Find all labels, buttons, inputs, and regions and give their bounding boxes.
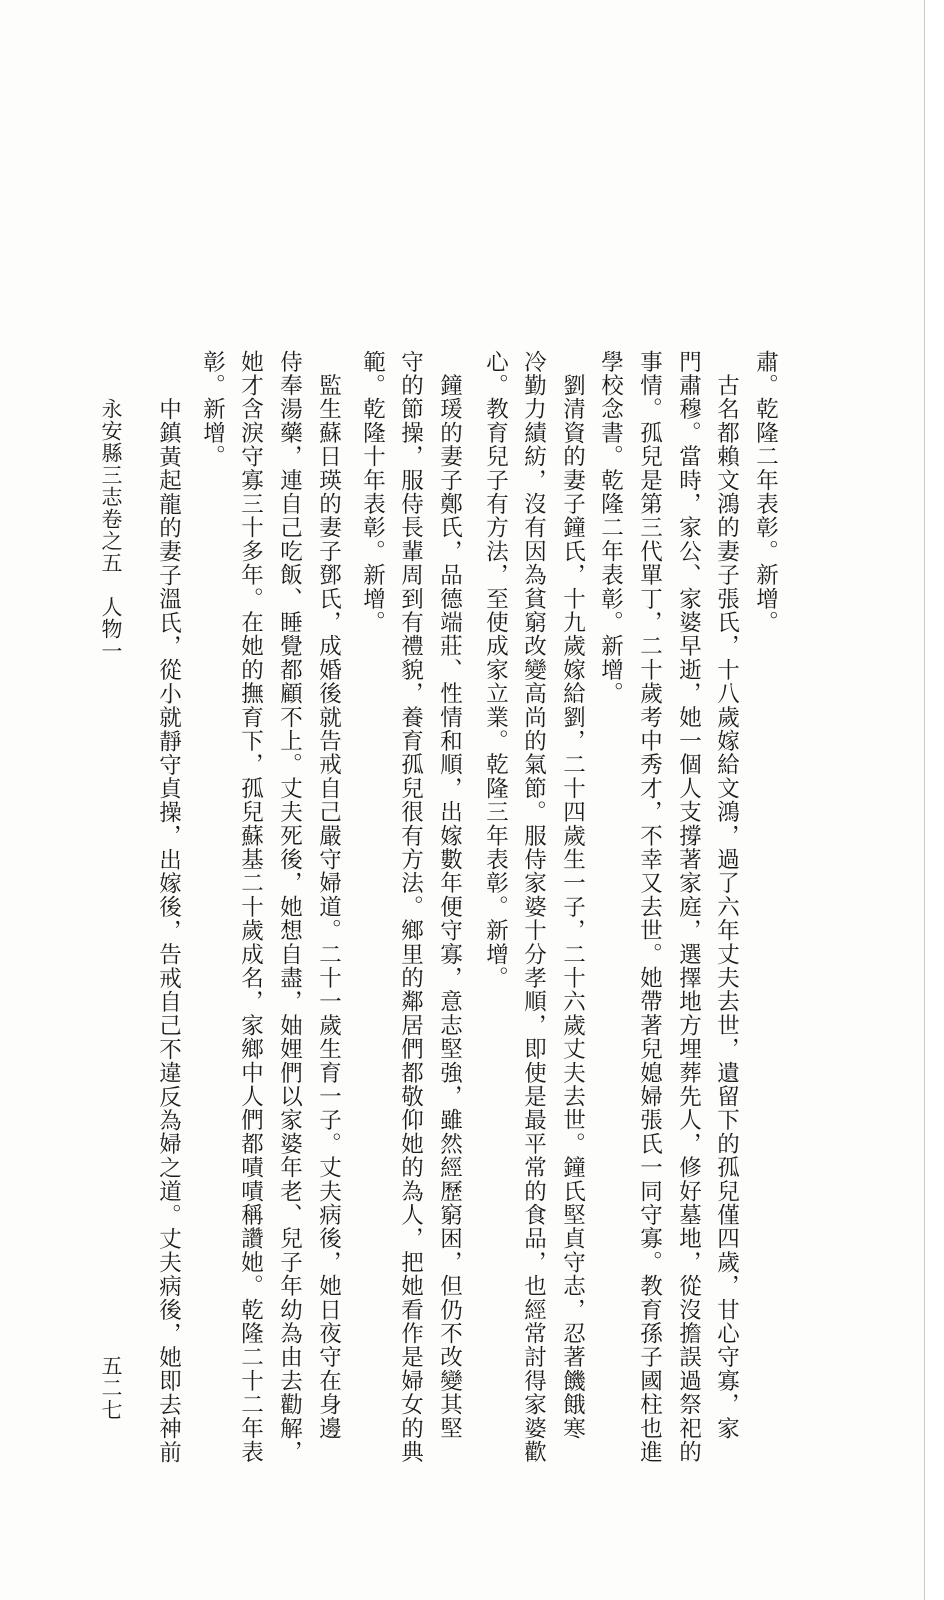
- text-column: 肅。乾隆二年表彰。新增。: [752, 350, 779, 635]
- text-column: 事情。孤兒是第三代單丁，二十歲考中秀才，不幸又去世。她帶著兒媳婦張氏一同守寡。教育孫子國柱也進: [636, 350, 663, 1464]
- text-column: 侍奉湯藥，連自己吃飯、睡覺都顧不上。丈夫死後，她想自盡，妯娌們以家婆年老、兒子年幼為由去勸解，: [276, 350, 303, 1464]
- text-column: 監生蘇日瑛的妻子鄧氏，成婚後就告戒自己嚴守婦道。二十一歲生育一子。丈夫病後，她日夜守在身邊: [315, 350, 342, 1441]
- text-column: 中鎮黃起龍的妻子溫氏，從小就靜守貞操，出嫁後，告戒自己不違反為婦之道。丈夫病後，她即去神前: [155, 374, 182, 1465]
- book-title-footer: 永安縣三志卷之五 人物一: [99, 398, 123, 662]
- text-column: 冷勤力績紡，沒有因為貧窮改變高尚的氣節。服侍家婆十分孝順，即使是最平常的食品，也經常討得家婆歡: [520, 350, 547, 1464]
- text-column: 鐘瑗的妻子鄭氏，品德端莊、性情和順，出嫁數年便守寡，意志堅強，雖然經歷窮困，但仍不改變其堅: [436, 350, 463, 1441]
- text-column: 劉清資的妻子鐘氏，十九歲嫁給劉，二十四歲生一子，二十六歲丈夫去世。鐘氏堅貞守志，忍著饑餓寒: [559, 350, 586, 1441]
- text-column: 心。教育兒子有方法，至使成家立業。乾隆三年表彰。新增。: [482, 350, 509, 990]
- text-column: 她才含淚守寡三十多年。在她的撫育下，孤兒蘇基二十歲成名，家鄉中人們都嘖嘖稱讚她。乾隆二十二年表: [237, 350, 264, 1464]
- text-column: 範。乾隆十年表彰。新增。: [359, 350, 386, 635]
- text-column: 門肅穆。當時，家公、家婆早逝，她一個人支撐著家庭，選擇地方埋葬先人，修好墓地，從沒擔誤過祭祀的: [675, 350, 702, 1464]
- text-column: 彰。新增。: [199, 350, 226, 469]
- page-edge: [924, 0, 944, 1600]
- page-number: 五二七: [99, 1355, 123, 1421]
- text-column: 古名都賴文鴻的妻子張氏，十八歲嫁給文鴻，過了六年丈夫去世，遺留下的孤兒僅四歲，甘心守寡，家: [713, 350, 740, 1441]
- text-column: 守的節操，服侍長輩周到有禮貌，養育孤兒很有方法。鄉里的鄰居們都敬仰她的為人，把她看作是婦女的典: [397, 350, 424, 1464]
- text-column: 學校念書。乾隆二年表彰。新增。: [597, 350, 624, 706]
